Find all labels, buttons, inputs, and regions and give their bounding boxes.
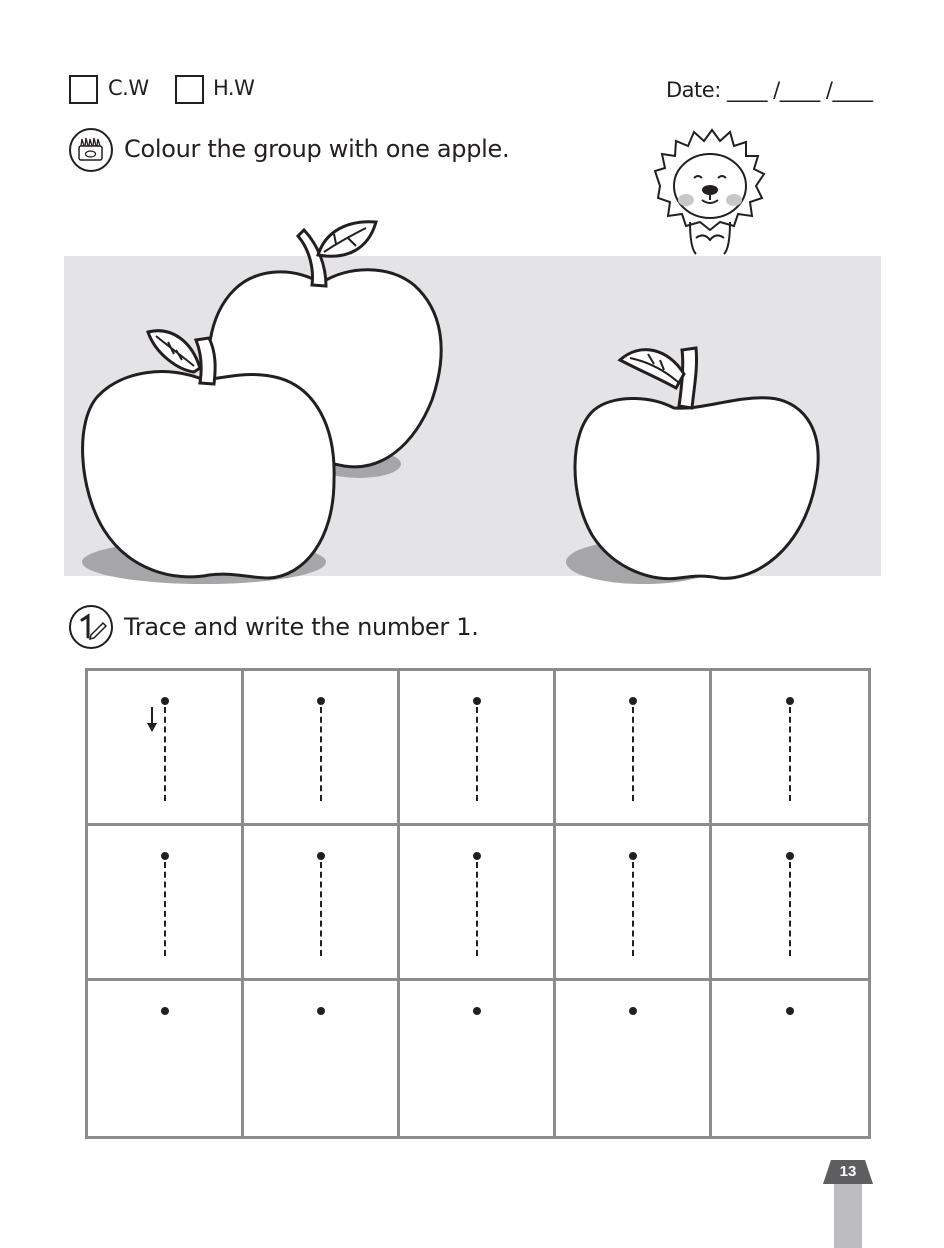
start-dot	[473, 1007, 481, 1015]
dashed-trace-line	[476, 707, 478, 801]
hw-label: H.W	[213, 76, 255, 100]
dashed-trace-line	[476, 862, 478, 956]
start-dot	[786, 1007, 794, 1015]
page-number-tab	[823, 1160, 873, 1248]
start-dot	[473, 852, 481, 860]
trace-cell[interactable]	[556, 826, 712, 981]
crayons-icon	[69, 128, 113, 172]
write-cell[interactable]	[400, 981, 556, 1136]
trace-cell[interactable]	[88, 826, 244, 981]
trace-cell[interactable]	[400, 826, 556, 981]
tracing-grid	[85, 668, 871, 1139]
trace-cell[interactable]	[712, 826, 868, 981]
write-cell[interactable]	[244, 981, 400, 1136]
cw-checkbox[interactable]	[69, 75, 98, 104]
trace-cell[interactable]	[712, 671, 868, 826]
start-dot	[161, 1007, 169, 1015]
dashed-trace-line	[320, 707, 322, 801]
hw-checkbox[interactable]	[175, 75, 204, 104]
instruction-trace-number: Trace and write the number 1.	[124, 613, 479, 641]
start-dot	[161, 697, 169, 705]
trace-cell[interactable]	[400, 671, 556, 826]
write-cell[interactable]	[88, 981, 244, 1136]
start-dot	[786, 852, 794, 860]
start-dot	[473, 697, 481, 705]
start-dot	[317, 697, 325, 705]
trace-cell[interactable]	[244, 671, 400, 826]
start-dot	[786, 697, 794, 705]
number-one-badge-icon	[69, 605, 113, 649]
start-dot	[629, 697, 637, 705]
write-cell[interactable]	[712, 981, 868, 1136]
dashed-trace-line	[789, 707, 791, 801]
dashed-trace-line	[632, 862, 634, 956]
two-apple-group[interactable]	[82, 222, 441, 584]
trace-cell[interactable]	[88, 671, 244, 826]
start-dot	[317, 1007, 325, 1015]
trace-cell[interactable]	[244, 826, 400, 981]
instruction-colour-group: Colour the group with one apple.	[124, 135, 510, 163]
page-number: 13	[839, 1163, 857, 1180]
trace-cell[interactable]	[556, 671, 712, 826]
dashed-trace-line	[164, 707, 166, 801]
dashed-trace-line	[789, 862, 791, 956]
dashed-trace-line	[164, 862, 166, 956]
start-dot	[161, 852, 169, 860]
cw-label: C.W	[108, 76, 149, 100]
start-dot	[317, 852, 325, 860]
apple-groups-illustration	[64, 210, 881, 590]
down-arrow-icon	[146, 705, 158, 735]
dashed-trace-line	[320, 862, 322, 956]
write-cell[interactable]	[556, 981, 712, 1136]
start-dot	[629, 1007, 637, 1015]
dashed-trace-line	[632, 707, 634, 801]
date-field[interactable]: Date: ____ /____ /____	[666, 78, 873, 102]
start-dot	[629, 852, 637, 860]
one-apple-group[interactable]	[566, 348, 818, 584]
